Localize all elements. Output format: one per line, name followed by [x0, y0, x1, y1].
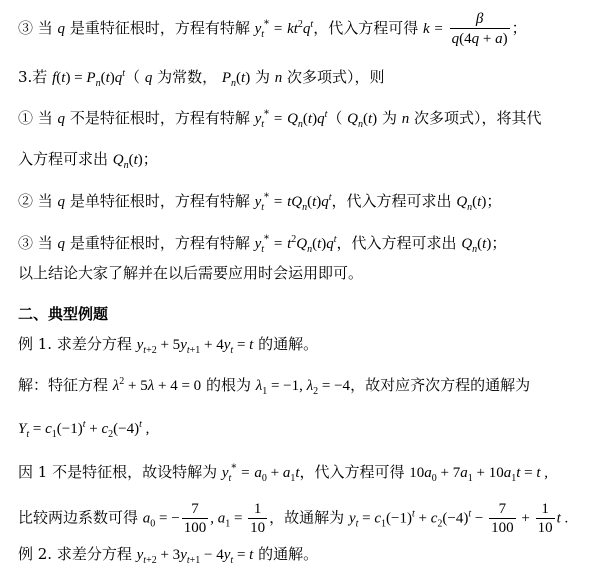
text-line-12: 因 1 不是特征根，故设特解为 $y_t^* = a_0 + a_1t$，代入方程可得 $10a_0 + 7a_1 + 10a_1t = t$ ,: [18, 463, 549, 484]
text-line-7: 以上结论大家了解并在以后需要应用时会运用即可。: [18, 264, 364, 282]
fraction-k: $\frac{\beta}{q(4q + a)}$: [451, 11, 508, 47]
text-line-13: 比较两边系数可得 $a_0$ = − $\frac{7}{100}$ , $a_1$ = $\frac{1}{10}$ ，故通解为 $y_t = c_1(-1)^t + c_2(-4)^t$ − $\frac{7}{100}$ + $\frac{1}{10}$ t .: [18, 501, 569, 536]
text-line-2: 3.若 $f(t) = P_n(t)q^t$（ q 为常数， $P_n(t)$ 为 n 次多项式），则: [18, 68, 385, 89]
text-line-10: 解：特征方程 $\lambda^2 + 5\lambda + 4 = 0$ 的根为 $\lambda_1 = -1$, $\lambda_2 = -4$，故对应齐次方程的通解为: [18, 376, 531, 397]
text-line-3: ① 当 q 不是特征根时，方程有特解 $y_t^* = Q_n(t)q^t$（ $Q_n(t)$ 为 n 次多项式），将其代: [18, 109, 542, 130]
text-line-6: ③ 当 q 是重特征根时，方程有特解 $y_t^* = t^2Q_n(t)q^t$，代入方程可求出 $Q_n(t)$；: [18, 234, 507, 255]
text-line-11: $Y_t = c_1(-1)^t + c_2(-4)^t$ ,: [18, 419, 150, 440]
example-2-title: 例 2. 求差分方程 $y_{t+2} + 3y_{t+1} - 4y_t = t$ 的通解。: [18, 545, 319, 566]
example-1-title: 例 1. 求差分方程 $y_{t+2} + 5y_{t+1} + 4y_t = t$ 的通解。: [18, 335, 319, 356]
text-line-5: ② 当 q 是单特征根时，方程有特解 $y_t^* = tQ_n(t)q^t$，代入方程可求出 $Q_n(t)$；: [18, 192, 502, 213]
section-heading: 二、典型例题: [18, 305, 109, 323]
text-line-1: ③ 当 q 是重特征根时，方程有特解 $y_t^* = kt^2q^t$，代入方程可得 k = $\frac{\beta}{q(4q + a)}$ ；: [18, 11, 527, 47]
text-line-4: 入方程可求出 $Q_n(t)$；: [18, 150, 158, 171]
